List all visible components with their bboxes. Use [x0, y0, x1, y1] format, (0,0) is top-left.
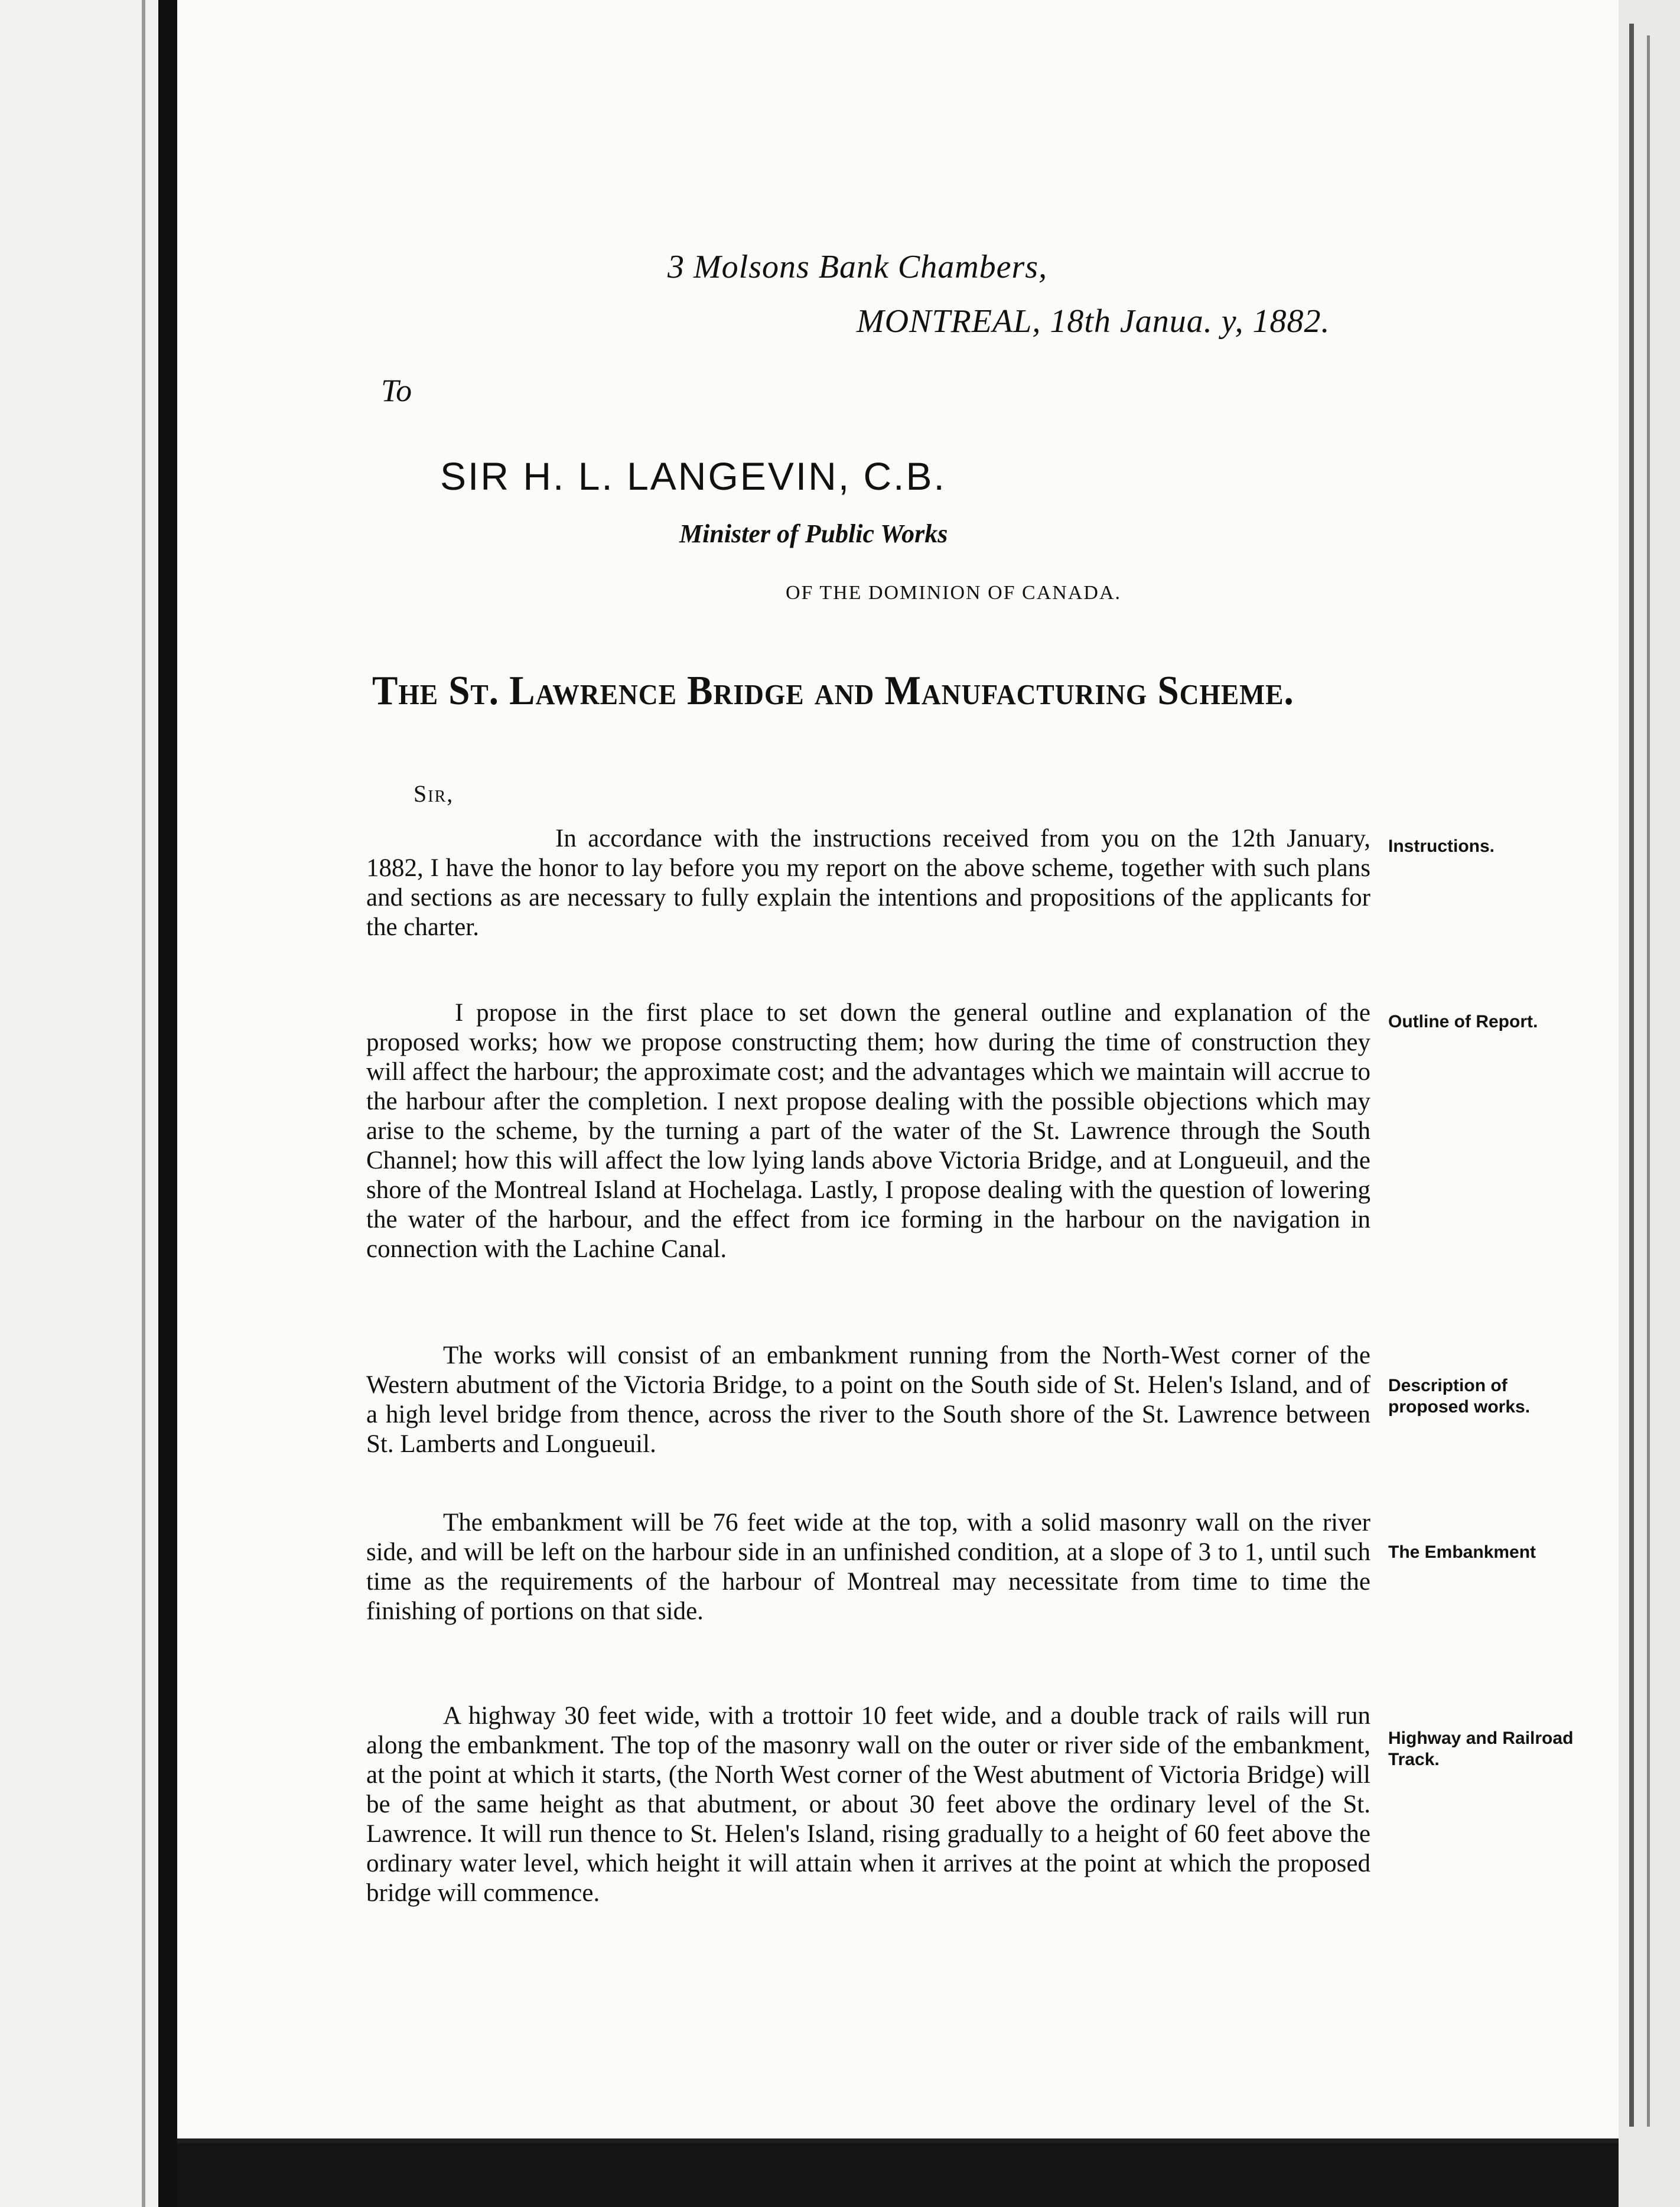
- document-title: The St. Lawrence Bridge and Manufacturing Scheme.: [372, 668, 1294, 714]
- salutation: Sir,: [414, 780, 454, 807]
- margin-note-instructions: Instructions.: [1388, 836, 1495, 856]
- paragraph-embankment: The embankment will be 76 feet wide at the top, with a solid masonry wall on the river side, and will be left on the harbour side in an unfinished condition, at a slope of 3 to 1, until such time as the requirements of the harbour of Montreal may necessitate from time to time the finishing of portions on that side.: [366, 1509, 1370, 1625]
- margin-note-description: Description of proposed works.: [1388, 1376, 1531, 1417]
- page-stack-edge: [1619, 0, 1680, 2207]
- address-line: 3 Molsons Bank Chambers,: [668, 249, 1048, 285]
- paragraph-highway: A highway 30 feet wide, with a trottoir 10 feet wide, and a double track of rails will run along the embankment. The top of the masonry wall on the outer or river side of the embankment, at the point at which it starts, (the North West corner of the West abutment of Victoria Bridge) will be of the same height as that abutment, or about 30 feet above the ordinary level of the St. Lawrence. It will run thence to St. Helen's Island, rising gradually to a height of 60 feet above the ordinary water level, which height it will attain when it arrives at the point at which the proposed bridge will commence.: [366, 1702, 1370, 1907]
- page-edge-line: [1647, 35, 1650, 2127]
- page-crease: [142, 0, 145, 2207]
- place-date: MONTREAL, 18th Janua. y, 1882.: [857, 303, 1330, 340]
- to-label: To: [381, 373, 412, 408]
- addressee-position: Minister of Public Works: [679, 519, 948, 548]
- margin-note-embankment: The Embankment: [1388, 1542, 1536, 1562]
- paragraph-description: The works will consist of an embankment running from the North-West corner of the Western abutment of the Victoria Bridge, to a point on the South side of St. Helen's Island, and of a high level bridge from thence, across the river to the South shore of the St. Lawrence between St. Lamberts and Longueuil.: [366, 1342, 1370, 1458]
- page-edge-line: [1629, 24, 1634, 2127]
- margin-note-highway: Highway and Railroad Track.: [1388, 1729, 1574, 1769]
- addressee-dominion: OF THE DOMINION OF CANADA.: [786, 582, 1121, 604]
- paragraph-instructions: In accordance with the instructions received from you on the 12th January, 1882, I have the honor to lay before you my report on the above scheme, together with such plans and sections as are necessary to fully explain the intentions and propositions of the applicants for the charter.: [366, 825, 1370, 941]
- scan-bottom-border: [177, 2143, 1619, 2207]
- paragraph-outline: I propose in the first place to set down the general outline and explanation of the proposed works; how we propose constructing them; how during the time of construction they will affect the harbour; the approximate cost; and the advantages which we maintain will accrue to the harbour after the completion. I next propose dealing with the possible objections which may arise to the scheme, by the turning a part of the water of the St. Lawrence through the South Channel; how this will affect the low lying lands above Victoria Bridge, and at Longueuil, and the shore of the Montreal Island at Hochelaga. Lastly, I propose dealing with the question of lowering the water of the harbour, and the effect from ice forming in the harbour on the navigation in connection with the Lachine Canal.: [366, 999, 1370, 1263]
- addressee-name: SIR H. L. LANGEVIN, C.B.: [440, 454, 946, 498]
- binding-shadow: [158, 0, 177, 2207]
- facing-page-edge: [0, 0, 177, 2207]
- margin-note-outline: Outline of Report.: [1388, 1012, 1538, 1031]
